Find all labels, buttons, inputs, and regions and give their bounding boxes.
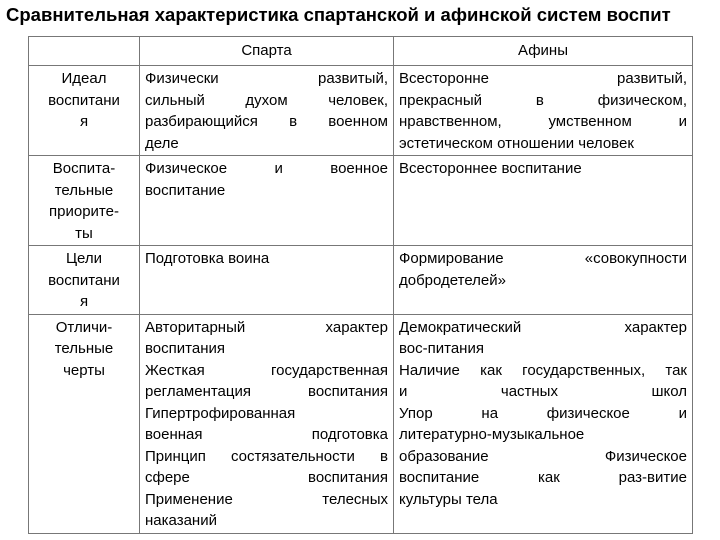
row-label-priorities-line: тельные [54,181,114,199]
athens-cell-features-line: вос-питания [399,340,484,357]
athens-cell-goals-line: Формирование «совокупности [399,250,687,267]
row-label-ideal-line: Идеал [61,70,107,87]
athens-cell-features-line: литературно-музыкальное [399,426,585,443]
row-label-features-line: тельные [54,340,114,357]
row-label-priorities-line: Воспита- [52,160,116,177]
row-label-ideal-line: я [79,113,89,130]
sparta-cell-features-line: наказаний [145,512,217,529]
sparta-cell-features-line: Применение телесных [145,490,388,508]
athens-cell-goals [394,246,693,315]
sparta-cell-features-line: регламентация воспитания [145,383,388,400]
sparta-cell-features-line: Авторитарный характер [145,318,388,336]
header-empty-cell [29,37,140,66]
sparta-cell-features-line: Жесткая государственная [145,361,388,379]
row-label-goals-line: я [79,293,89,310]
athens-cell-features-line: Упор на физическое и [399,404,687,422]
athens-cell-ideal-line: эстетическом отношении человек [399,134,634,152]
table-row-goals [29,246,693,315]
athens-cell-ideal-line: нравственном, умственном и [399,113,687,130]
row-label-ideal-line: воспитани [48,91,120,109]
athens-cell-features-line: Наличие как государственных, так [399,361,687,379]
athens-cell-features [394,314,693,533]
sparta-cell-priorities-line: воспитание [145,181,226,199]
table-header-row [29,37,693,66]
row-label-ideal [29,66,140,156]
row-label-features [29,314,140,533]
athens-cell-features-line: Демократический характер [399,318,687,336]
sparta-cell-features-line: воспитания [145,340,225,357]
athens-cell-goals-line: добродетелей» [399,271,506,289]
sparta-cell-goals [140,246,394,315]
row-label-goals-line: воспитани [48,271,120,289]
sparta-cell-ideal-line: Физически развитый, [145,70,388,87]
sparta-cell-priorities [140,156,394,246]
page-title: Сравнительная характеристика спартанской и афинской систем воспит [6,4,671,25]
header-sparta: Спарта [140,37,394,66]
athens-cell-ideal-line: прекрасный в физическом, [399,91,687,109]
athens-cell-priorities [394,156,693,246]
sparta-cell-ideal-line: деле [145,134,179,152]
sparta-cell-ideal [140,66,394,156]
row-label-features-line: Отличи- [55,318,113,336]
athens-cell-features-line: образование Физическое [399,447,687,465]
sparta-cell-features-line: Гипертрофированная [145,404,296,422]
athens-cell-features-line: воспитание как раз-витие [399,469,687,486]
sparta-cell-ideal-line: сильный духом человек, [145,91,388,109]
table-row-priorities [29,156,693,246]
row-label-priorities [29,156,140,246]
sparta-cell-features [140,314,394,533]
row-label-priorities-line: ты [75,224,93,242]
athens-cell-ideal [394,66,693,156]
athens-cell-features-line: культуры тела [399,490,498,508]
table-row-ideal [29,66,693,156]
row-label-features-line: черты [63,361,105,379]
header-athens: Афины [394,37,693,66]
athens-cell-features-line: и частных школ [399,383,687,400]
sparta-cell-ideal-line: разбирающийся в военном [145,113,388,130]
table-row-features [29,314,693,533]
row-label-goals [29,246,140,315]
sparta-cell-features-line: Принцип состязательности в [145,447,388,465]
athens-cell-priorities-line: Всестороннее воспитание [399,160,582,177]
comparison-table [28,36,693,534]
athens-cell-ideal-line: Всесторонне развитый, [399,70,687,87]
row-label-goals-line: Цели [65,250,103,267]
sparta-cell-features-line: сфере воспитания [145,469,388,486]
row-label-priorities-line: приорите- [49,203,119,220]
sparta-cell-priorities-line: Физическое и военное [145,160,388,177]
sparta-cell-features-line: военная подготовка [145,426,388,443]
sparta-cell-goals-line: Подготовка воина [145,250,270,267]
